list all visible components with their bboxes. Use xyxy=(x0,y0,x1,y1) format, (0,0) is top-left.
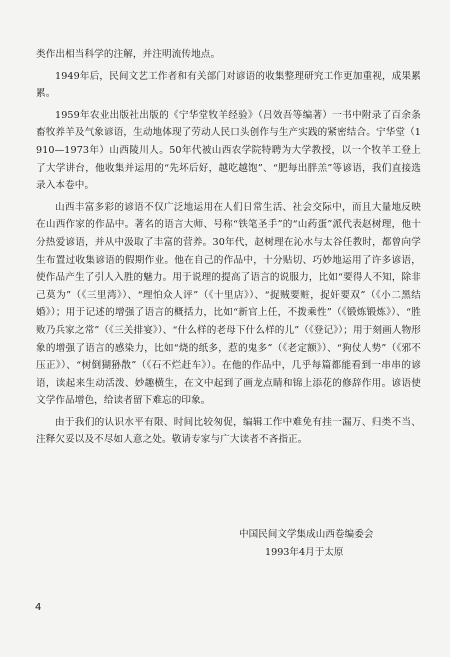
paragraph-closing: 由于我们的认识水平有限、时间比较匆促，编辑工作中难免有挂一漏万、归类不当、注释欠妥以及不尽如人意之处。敬请专家与广大读者不吝指正。 xyxy=(36,416,421,446)
signature-date: 1993年4月于太原 xyxy=(265,547,344,558)
paragraph-shanxi-proverbs: 山西丰富多彩的谚语不仅广泛地运用在人们日常生活、社会交际中，而且大量地反映在山西作家的作品中。著名的语言大师、号称“铁笔圣手”的“山药蛋”派代表赵树理，他十分热爱谚语，并从中汲取了丰富的营养。30年代，赵树理在沁水与太谷任教时，都曾向学生布置过收集谚语的假期作业。他在自己的作品中，十分贴切、巧妙地运用了许多谚语，使作品产生了引人入胜的魅力。用于说理的提高了语言的说服力，比如“要得人不知，除非己莫为”（《三里湾》）、“理怕众人评”（《十里店》）、“捉贼要赃，捉奸要双”（《小二黑结婚》）；用于记述的增强了语言的概括力，比如“新官上任，不拨乘性”（《锻炼锻炼》）、“胜败乃兵家之常”（《三关排宴》）、“什么样的老母下什么样的儿”（《登记》）；用于刻画人物形象的增强了语言的感染力，比如“烧的纸多，惹的鬼多”（《老定额》）、“狗仗人势”（《邪不压正》）、“树倒猢狲散”（《石不烂赶车》）。在他的作品中，几乎每篇都能看到一串串的谚语，读起来生动活泼、妙趣横生，在文中起到了画龙点睛和锦上添花的修辞作用。谚语使文学作品增色，给读者留下难忘的印象。 xyxy=(36,201,421,407)
body-text xyxy=(36,46,421,449)
paragraph-1949: 1949年后，民间文艺工作者和有关部门对谚语的收集整理研究工作更加重视，成果累累。 xyxy=(36,70,421,100)
signature-organization: 中国民间文学集成山西卷编委会 xyxy=(239,529,374,540)
signature-block xyxy=(239,526,409,562)
paragraph-1959: 1959年农业出版社出版的《宁华堂牧羊经验》（吕效吾等编著）一书中附录了百余条畜牧养羊及气象谚语，生动地体现了劳动人民口头创作与生产实践的紧密结合。宁华堂（1910—1973年）山西陵川人。50年代被山西农学院特聘为大学教授，以一个牧羊工登上了大学讲台，他收集并运用的“先坏后好，越吃越饱”、“肥每出胖羔”等谚语，我们直接选录入本卷中。 xyxy=(36,109,421,192)
page-number: 4 xyxy=(35,602,42,613)
paragraph-continuation: 类作出相当科学的注解，并注明流传地点。 xyxy=(36,49,221,60)
